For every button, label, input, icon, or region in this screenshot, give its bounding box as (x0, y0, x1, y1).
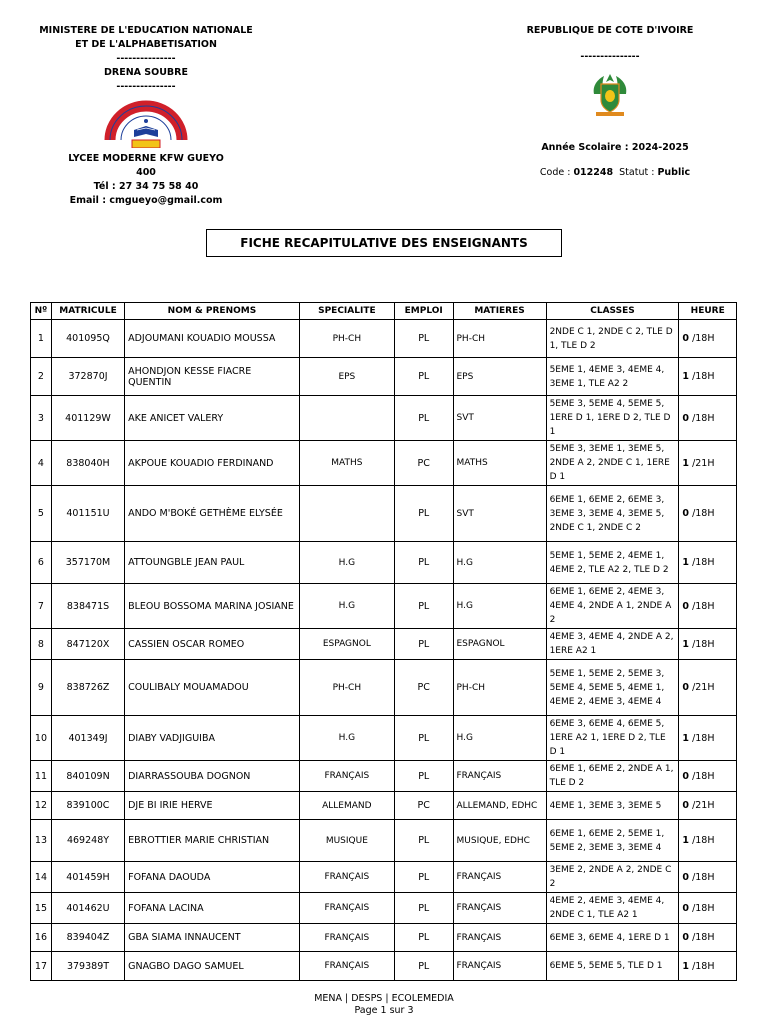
hours-cell (679, 820, 737, 862)
row-number: 15 (31, 893, 52, 924)
specialty-cell: H.G (299, 584, 394, 629)
table-header-row (31, 303, 737, 320)
hours-quota: /18H (692, 638, 715, 650)
name-cell: FOFANA DAOUDA (125, 862, 300, 893)
subjects-cell: MUSIQUE, EDHC (453, 820, 546, 862)
table-row (31, 893, 737, 924)
hours-quota: /21H (692, 800, 715, 811)
specialty-cell: PH-CH (299, 660, 394, 716)
name-cell: ADJOUMANI KOUADIO MOUSSA (125, 320, 300, 358)
subjects-cell: ESPAGNOL (453, 629, 546, 660)
subjects-cell: EPS (453, 358, 546, 396)
hours-cell (679, 320, 737, 358)
name-cell: ANDO M'BOKÉ GETHÈME ELYSÉE (125, 486, 300, 542)
hours-cell (679, 542, 737, 584)
hours-quota: /21H (692, 457, 715, 469)
table-row (31, 542, 737, 584)
name-cell: BLEOU BOSSOMA MARINA JOSIANE (125, 584, 300, 629)
hours-quota: /18H (692, 371, 715, 382)
hours-quota: /18H (692, 600, 715, 612)
table-row (31, 396, 737, 441)
employment-cell: PL (394, 584, 453, 629)
classes-cell: 5EME 1, 5EME 2, 5EME 3, 5EME 4, 5EME 5, 4EME 1, 4EME 2, 4EME 3, 4EME 4 (546, 660, 679, 716)
row-number: 4 (31, 441, 52, 486)
hours-cell (679, 893, 737, 924)
drena-name: DRENA SOUBRE (104, 67, 188, 78)
row-number: 14 (31, 862, 52, 893)
col-specialty-header: SPECIALITE (299, 303, 394, 320)
code-label: Code : (539, 167, 574, 178)
hours-cell (679, 761, 737, 792)
matricule-cell: 401151U (51, 486, 124, 542)
col-matricule-header: MATRICULE (51, 303, 124, 320)
specialty-cell (299, 486, 394, 542)
hours-cell (679, 441, 737, 486)
specialty-cell: FRANÇAIS (299, 893, 394, 924)
matricule-cell: 839404Z (51, 924, 124, 952)
table-row (31, 952, 737, 981)
name-cell: DIARRASSOUBA DOGNON (125, 761, 300, 792)
table-row (31, 660, 737, 716)
hours-cell (679, 584, 737, 629)
hours-quota: /18H (692, 835, 715, 846)
teachers-table (30, 302, 737, 981)
footer-source: MENA | DESPS | ECOLEMEDIA (314, 993, 454, 1004)
col-subjects-header: MATIERES (453, 303, 546, 320)
classes-cell: 2NDE C 1, 2NDE C 2, TLE D 1, TLE D 2 (546, 320, 679, 358)
school-phone: Tél : 27 34 75 58 40 (93, 181, 199, 192)
hours-cell (679, 396, 737, 441)
specialty-cell: FRANÇAIS (299, 924, 394, 952)
document-title: FICHE RECAPITULATIVE DES ENSEIGNANTS (206, 229, 562, 257)
hours-quota: /18H (692, 412, 715, 424)
hours-quota: /18H (692, 770, 715, 782)
subjects-cell: H.G (453, 542, 546, 584)
table-row (31, 792, 737, 820)
table-row (31, 584, 737, 629)
subjects-cell: PH-CH (453, 660, 546, 716)
name-cell: COULIBALY MOUAMADOU (125, 660, 300, 716)
hours-assigned: 1 (682, 457, 690, 469)
status-value: Public (657, 167, 691, 178)
name-cell: GBA SIAMA INNAUCENT (125, 924, 300, 952)
table-row (31, 924, 737, 952)
employment-cell: PL (394, 320, 453, 358)
hours-assigned: 1 (682, 638, 690, 650)
matricule-cell: 847120X (51, 629, 124, 660)
classes-cell: 4EME 3, 4EME 4, 2NDE A 2, 1ERE A2 1 (546, 629, 679, 660)
row-number: 7 (31, 584, 52, 629)
classes-cell: 6EME 3, 6EME 4, 6EME 5, 1ERE A2 1, 1ERE D 2, TLE D 1 (546, 716, 679, 761)
classes-cell: 6EME 1, 6EME 2, 6EME 3, 3EME 3, 3EME 4, 3EME 5, 2NDE C 1, 2NDE C 2 (546, 486, 679, 542)
hours-quota: /18H (692, 902, 715, 914)
hours-cell (679, 358, 737, 396)
employment-cell: PL (394, 486, 453, 542)
hours-assigned: 0 (682, 600, 690, 612)
col-name-header: NOM & PRENOMS (125, 303, 300, 320)
hours-assigned: 0 (682, 682, 690, 693)
matricule-cell: 838726Z (51, 660, 124, 716)
matricule-cell: 379389T (51, 952, 124, 981)
school-year: Année Scolaire : 2024-2025 (541, 142, 689, 153)
classes-cell: 6EME 1, 6EME 2, 5EME 1, 5EME 2, 3EME 3, 3EME 4 (546, 820, 679, 862)
subjects-cell: ALLEMAND, EDHC (453, 792, 546, 820)
hours-assigned: 1 (682, 835, 690, 846)
row-number: 11 (31, 761, 52, 792)
school-code-status (520, 167, 710, 178)
employment-cell: PL (394, 761, 453, 792)
school-name-line2: 400 (136, 167, 156, 178)
name-cell: DIABY VADJIGUIBA (125, 716, 300, 761)
row-number: 17 (31, 952, 52, 981)
specialty-cell: MUSIQUE (299, 820, 394, 862)
hours-assigned: 1 (682, 557, 690, 568)
row-number: 2 (31, 358, 52, 396)
header-left (20, 24, 272, 208)
row-number: 8 (31, 629, 52, 660)
hours-cell (679, 486, 737, 542)
page-number: Page 1 sur 3 (354, 1005, 414, 1016)
school-logo (104, 100, 188, 148)
employment-cell: PL (394, 542, 453, 584)
hours-quota: /18H (692, 732, 715, 744)
subjects-cell: H.G (453, 584, 546, 629)
hours-assigned: 0 (682, 333, 690, 344)
hours-cell (679, 792, 737, 820)
classes-cell: 4EME 1, 3EME 3, 3EME 5 (546, 792, 679, 820)
subjects-cell: FRANÇAIS (453, 893, 546, 924)
specialty-cell: MATHS (299, 441, 394, 486)
name-cell: DJE BI IRIE HERVE (125, 792, 300, 820)
matricule-cell: 401459H (51, 862, 124, 893)
hours-quota: /21H (692, 682, 715, 693)
specialty-cell: H.G (299, 542, 394, 584)
ministry-line2: ET DE L'ALPHABETISATION (75, 39, 217, 50)
matricule-cell: 401462U (51, 893, 124, 924)
name-cell: GNAGBO DAGO SAMUEL (125, 952, 300, 981)
col-classes-header: CLASSES (546, 303, 679, 320)
employment-cell: PL (394, 820, 453, 862)
table-row (31, 486, 737, 542)
hours-cell (679, 629, 737, 660)
subjects-cell: SVT (453, 396, 546, 441)
hours-quota: /18H (692, 960, 715, 972)
specialty-cell: PH-CH (299, 320, 394, 358)
row-number: 6 (31, 542, 52, 584)
specialty-cell: FRANÇAIS (299, 761, 394, 792)
hours-assigned: 0 (682, 800, 690, 811)
employment-cell: PL (394, 893, 453, 924)
subjects-cell: FRANÇAIS (453, 952, 546, 981)
matricule-cell: 372870J (51, 358, 124, 396)
subjects-cell: SVT (453, 486, 546, 542)
employment-cell: PL (394, 629, 453, 660)
employment-cell: PC (394, 441, 453, 486)
matricule-cell: 838471S (51, 584, 124, 629)
row-number: 10 (31, 716, 52, 761)
row-number: 13 (31, 820, 52, 862)
hours-assigned: 0 (682, 508, 690, 519)
name-cell: ATTOUNGBLE JEAN PAUL (125, 542, 300, 584)
row-number: 12 (31, 792, 52, 820)
subjects-cell: FRANÇAIS (453, 924, 546, 952)
hours-cell (679, 924, 737, 952)
classes-cell: 6EME 3, 6EME 4, 1ERE D 1 (546, 924, 679, 952)
hours-assigned: 1 (682, 732, 690, 744)
classes-cell: 6EME 5, 5EME 5, TLE D 1 (546, 952, 679, 981)
page-footer (0, 993, 768, 1017)
matricule-cell: 840109N (51, 761, 124, 792)
table-row (31, 441, 737, 486)
hours-assigned: 1 (682, 371, 690, 382)
matricule-cell: 401129W (51, 396, 124, 441)
employment-cell: PC (394, 660, 453, 716)
name-cell: FOFANA LACINA (125, 893, 300, 924)
matricule-cell: 401349J (51, 716, 124, 761)
specialty-cell: FRANÇAIS (299, 952, 394, 981)
classes-cell: 4EME 2, 4EME 3, 4EME 4, 2NDE C 1, TLE A2 1 (546, 893, 679, 924)
employment-cell: PL (394, 952, 453, 981)
hours-assigned: 0 (682, 932, 690, 943)
name-cell: AKE ANICET VALERY (125, 396, 300, 441)
matricule-cell: 839100C (51, 792, 124, 820)
hours-quota: /18H (692, 871, 715, 883)
table-row (31, 761, 737, 792)
hours-cell (679, 862, 737, 893)
row-number: 9 (31, 660, 52, 716)
header-right (520, 24, 700, 118)
employment-cell: PL (394, 862, 453, 893)
code-value: 012248 (573, 167, 614, 178)
classes-cell: 5EME 3, 3EME 1, 3EME 5, 2NDE A 2, 2NDE C 1, 1ERE D 1 (546, 441, 679, 486)
specialty-cell: FRANÇAIS (299, 862, 394, 893)
employment-cell: PL (394, 358, 453, 396)
matricule-cell: 357170M (51, 542, 124, 584)
separator: --------------- (116, 53, 176, 64)
subjects-cell: MATHS (453, 441, 546, 486)
coat-of-arms-icon (590, 72, 630, 118)
table-row (31, 862, 737, 893)
status-label: Statut : (619, 167, 658, 178)
row-number: 3 (31, 396, 52, 441)
hours-assigned: 0 (682, 871, 690, 883)
subjects-cell: H.G (453, 716, 546, 761)
col-employment-header: EMPLOI (394, 303, 453, 320)
hours-quota: /18H (692, 932, 715, 943)
school-name-line1: LYCEE MODERNE KFW GUEYO (68, 153, 224, 164)
table-row (31, 320, 737, 358)
row-number: 1 (31, 320, 52, 358)
name-cell: AHONDJON KESSE FIACRE QUENTIN (125, 358, 300, 396)
hours-quota: /18H (692, 557, 715, 568)
classes-cell: 5EME 3, 5EME 4, 5EME 5, 1ERE D 1, 1ERE D 2, TLE D 1 (546, 396, 679, 441)
matricule-cell: 838040H (51, 441, 124, 486)
name-cell: EBROTTIER MARIE CHRISTIAN (125, 820, 300, 862)
employment-cell: PC (394, 792, 453, 820)
hours-assigned: 0 (682, 412, 690, 424)
name-cell: AKPOUE KOUADIO FERDINAND (125, 441, 300, 486)
specialty-cell: ALLEMAND (299, 792, 394, 820)
subjects-cell: FRANÇAIS (453, 761, 546, 792)
table-row (31, 629, 737, 660)
matricule-cell: 469248Y (51, 820, 124, 862)
matricule-cell: 401095Q (51, 320, 124, 358)
classes-cell: 6EME 1, 6EME 2, 4EME 3, 4EME 4, 2NDE A 1, 2NDE A 2 (546, 584, 679, 629)
ministry-line1: MINISTERE DE L'EDUCATION NATIONALE (39, 25, 253, 36)
country-name: REPUBLIQUE DE COTE D'IVOIRE (526, 25, 694, 36)
employment-cell: PL (394, 924, 453, 952)
row-number: 5 (31, 486, 52, 542)
hours-cell (679, 716, 737, 761)
specialty-cell: ESPAGNOL (299, 629, 394, 660)
hours-quota: /18H (692, 508, 715, 519)
table-row (31, 716, 737, 761)
hours-quota: /18H (692, 333, 715, 344)
classes-cell: 5EME 1, 4EME 3, 4EME 4, 3EME 1, TLE A2 2 (546, 358, 679, 396)
subjects-cell: PH-CH (453, 320, 546, 358)
specialty-cell: H.G (299, 716, 394, 761)
table-row (31, 358, 737, 396)
classes-cell: 5EME 1, 5EME 2, 4EME 1, 4EME 2, TLE A2 2, TLE D 2 (546, 542, 679, 584)
subjects-cell: FRANÇAIS (453, 862, 546, 893)
separator: --------------- (116, 81, 176, 92)
hours-assigned: 1 (682, 960, 690, 972)
school-email: Email : cmgueyo@gmail.com (69, 195, 223, 206)
employment-cell: PL (394, 396, 453, 441)
specialty-cell (299, 396, 394, 441)
row-number: 16 (31, 924, 52, 952)
classes-cell: 3EME 2, 2NDE A 2, 2NDE C 2 (546, 862, 679, 893)
col-hours-header: HEURE (679, 303, 737, 320)
specialty-cell: EPS (299, 358, 394, 396)
separator: --------------- (580, 51, 640, 62)
col-no-header: Nº (31, 303, 52, 320)
hours-assigned: 0 (682, 770, 690, 782)
hours-cell (679, 952, 737, 981)
name-cell: CASSIEN OSCAR ROMEO (125, 629, 300, 660)
classes-cell: 6EME 1, 6EME 2, 2NDE A 1, TLE D 2 (546, 761, 679, 792)
table-row (31, 820, 737, 862)
hours-assigned: 0 (682, 902, 690, 914)
employment-cell: PL (394, 716, 453, 761)
hours-cell (679, 660, 737, 716)
